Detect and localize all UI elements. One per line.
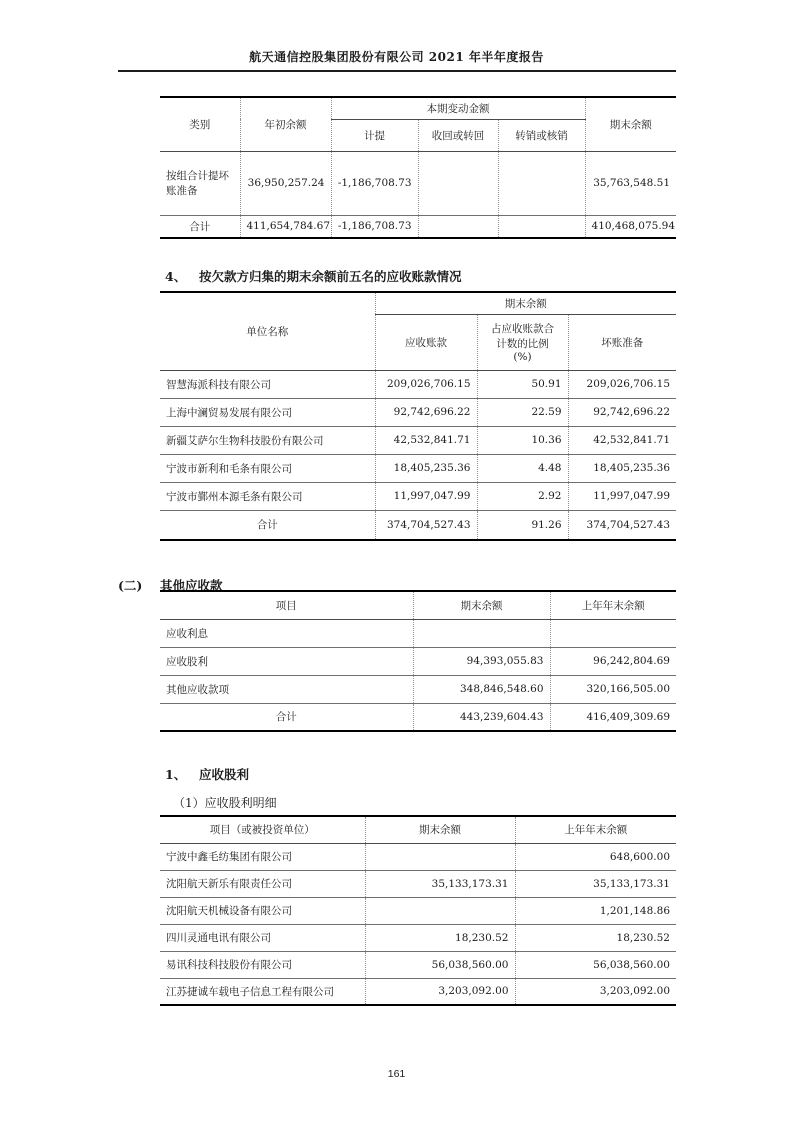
cell-ending: 348,846,548.60 [413,675,550,703]
table-row [160,619,676,647]
table-total-row [160,703,676,731]
section-title: 按欠款方归集的期末余额前五名的应收账款情况 [199,269,462,284]
cell-bad-debt: 209,026,706.15 [568,370,676,398]
col-header-unit-name: 单位名称 [160,292,375,370]
table-row [160,843,676,870]
table-row [160,482,676,510]
col-header-recovered: 收回或转回 [418,119,498,151]
cell-item: 沈阳航天新乐有限责任公司 [160,870,365,897]
bad-debt-provision-table [160,96,676,239]
col-header-ratio: 占应收账款合计数的比例(%) [477,314,568,370]
other-receivables-table-wrapper [160,590,676,732]
table-header-row [160,97,676,119]
cell-ar: 209,026,706.15 [375,370,477,398]
cell-ending: 443,239,604.43 [413,703,550,731]
cell-ratio: 2.92 [477,482,568,510]
cell-bad-debt: 42,532,841.71 [568,426,676,454]
cell-ending: 56,038,560.00 [365,951,515,978]
table-row [160,951,676,978]
col-header-ending-group: 期末余额 [375,292,676,314]
col-header-ending-balance: 期末余额 [365,816,515,843]
cell-item: 沈阳航天机械设备有限公司 [160,897,365,924]
top5-receivables-table [160,291,676,541]
cell-ar: 92,742,696.22 [375,398,477,426]
cell-item: 应收股利 [160,647,413,675]
table-row [160,978,676,1005]
section-number: (二) [118,578,143,593]
table-header-row [160,591,676,619]
col-header-previous-yearend-balance: 上年年末余额 [515,816,676,843]
col-header-ending-balance: 期末余额 [585,97,676,151]
cell-unit: 合计 [160,510,375,540]
section-heading-dividends [165,765,249,783]
col-header-previous-yearend-balance: 上年年末余额 [550,591,676,619]
cell-unit: 智慧海派科技有限公司 [166,378,271,391]
cell-prev: 18,230.52 [515,924,676,951]
col-header-ending-balance: 期末余额 [413,591,550,619]
section-number: 4、 [165,269,187,284]
table-row [160,647,676,675]
cell-ending: 35,763,548.51 [585,151,676,215]
cell-prev: 1,201,148.86 [515,897,676,924]
col-header-item: 项目 [160,591,413,619]
cell-unit: 新疆艾萨尔生物科技股份有限公司 [160,426,375,454]
cell-prev: 35,133,173.31 [515,870,676,897]
cell-bad-debt: 374,704,527.43 [568,510,676,540]
cell-item: 合计 [160,703,413,731]
table-row [160,398,676,426]
table-row [160,426,676,454]
cell-ratio: 91.26 [477,510,568,540]
dividends-receivable-table-wrapper [160,815,676,1006]
table-row [160,870,676,897]
cell-category: 合计 [160,215,240,238]
cell-unit: 上海中澜贸易发展有限公司 [160,398,375,426]
cell-unit: 宁波市新利和毛条有限公司 [160,454,375,482]
cell-item: 应收利息 [166,627,208,640]
table-row [160,370,676,398]
cell-ar: 42,532,841.71 [375,426,477,454]
table-row [160,151,676,215]
table-row [160,924,676,951]
cell-writeoff [498,215,585,238]
cell-prev: 56,038,560.00 [515,951,676,978]
section-title: 应收股利 [199,767,250,782]
table-row [160,675,676,703]
col-header-writeoff: 转销或核销 [498,119,585,151]
bad-debt-provision-table-wrapper [160,96,676,239]
col-header-accounts-receivable: 应收账款 [375,314,477,370]
document-title: 航天通信控股集团股份有限公司 2021 年半年度报告 [249,50,544,64]
cell-item: 其他应收款项 [160,675,413,703]
cell-item: 四川灵通电讯有限公司 [160,924,365,951]
cell-ratio: 10.36 [477,426,568,454]
cell-beginning: 36,950,257.24 [240,151,331,215]
col-header-provision: 计提 [331,119,418,151]
cell-ending: 3,203,092.00 [365,978,515,1005]
top5-receivables-table-wrapper [160,291,676,541]
table-total-row [160,510,676,540]
cell-ar: 18,405,235.36 [375,454,477,482]
cell-item: 易讯科技科技股份有限公司 [160,951,365,978]
cell-ending [365,897,515,924]
cell-bad-debt: 11,997,047.99 [568,482,676,510]
section-heading-top5 [165,267,462,285]
section-number: 1、 [165,767,187,782]
page-number: 161 [387,1068,406,1080]
col-header-change-group: 本期变动金额 [331,97,585,119]
table-header-row [160,292,676,314]
other-receivables-table [160,590,676,732]
cell-provision: -1,186,708.73 [331,215,418,238]
cell-ar: 374,704,527.43 [375,510,477,540]
cell-ending [413,619,550,647]
cell-item: 宁波中鑫毛纺集团有限公司 [166,851,292,863]
cell-beginning: 411,654,784.67 [240,215,331,238]
table-row [160,897,676,924]
cell-category: 按组合计提坏账准备 [166,170,229,197]
cell-ratio: 22.59 [477,398,568,426]
cell-ar: 11,997,047.99 [375,482,477,510]
cell-prev: 416,409,309.69 [550,703,676,731]
section-title: 其他应收款 [160,578,223,593]
cell-ending: 18,230.52 [365,924,515,951]
cell-ratio: 4.48 [477,454,568,482]
col-header-bad-debt-provision: 坏账准备 [568,314,676,370]
table-header-row [160,816,676,843]
cell-recovered [418,151,498,215]
col-header-category: 类别 [160,97,240,151]
subsection-heading-dividend-detail: （1）应收股利明细 [173,796,277,810]
dividends-receivable-table [160,815,676,1006]
col-header-beginning-balance: 年初余额 [240,97,331,151]
cell-item: 江苏捷诚车载电子信息工程有限公司 [160,978,365,1005]
cell-prev [550,619,676,647]
cell-ending [365,843,515,870]
cell-recovered [418,215,498,238]
table-row [160,454,676,482]
cell-provision: -1,186,708.73 [331,151,418,215]
col-header-item-investee: 项目（或被投资单位） [160,816,365,843]
cell-writeoff [498,151,585,215]
cell-bad-debt: 18,405,235.36 [568,454,676,482]
cell-unit: 宁波市鄞州本源毛条有限公司 [160,482,375,510]
table-total-row [160,215,676,238]
cell-ratio: 50.91 [477,370,568,398]
cell-ending: 94,393,055.83 [413,647,550,675]
cell-bad-debt: 92,742,696.22 [568,398,676,426]
cell-ending: 35,133,173.31 [365,870,515,897]
cell-prev: 3,203,092.00 [515,978,676,1005]
header-rule [118,70,676,72]
cell-prev: 320,166,505.00 [550,675,676,703]
cell-prev: 648,600.00 [515,843,676,870]
cell-prev: 96,242,804.69 [550,647,676,675]
cell-ending: 410,468,075.94 [585,215,676,238]
